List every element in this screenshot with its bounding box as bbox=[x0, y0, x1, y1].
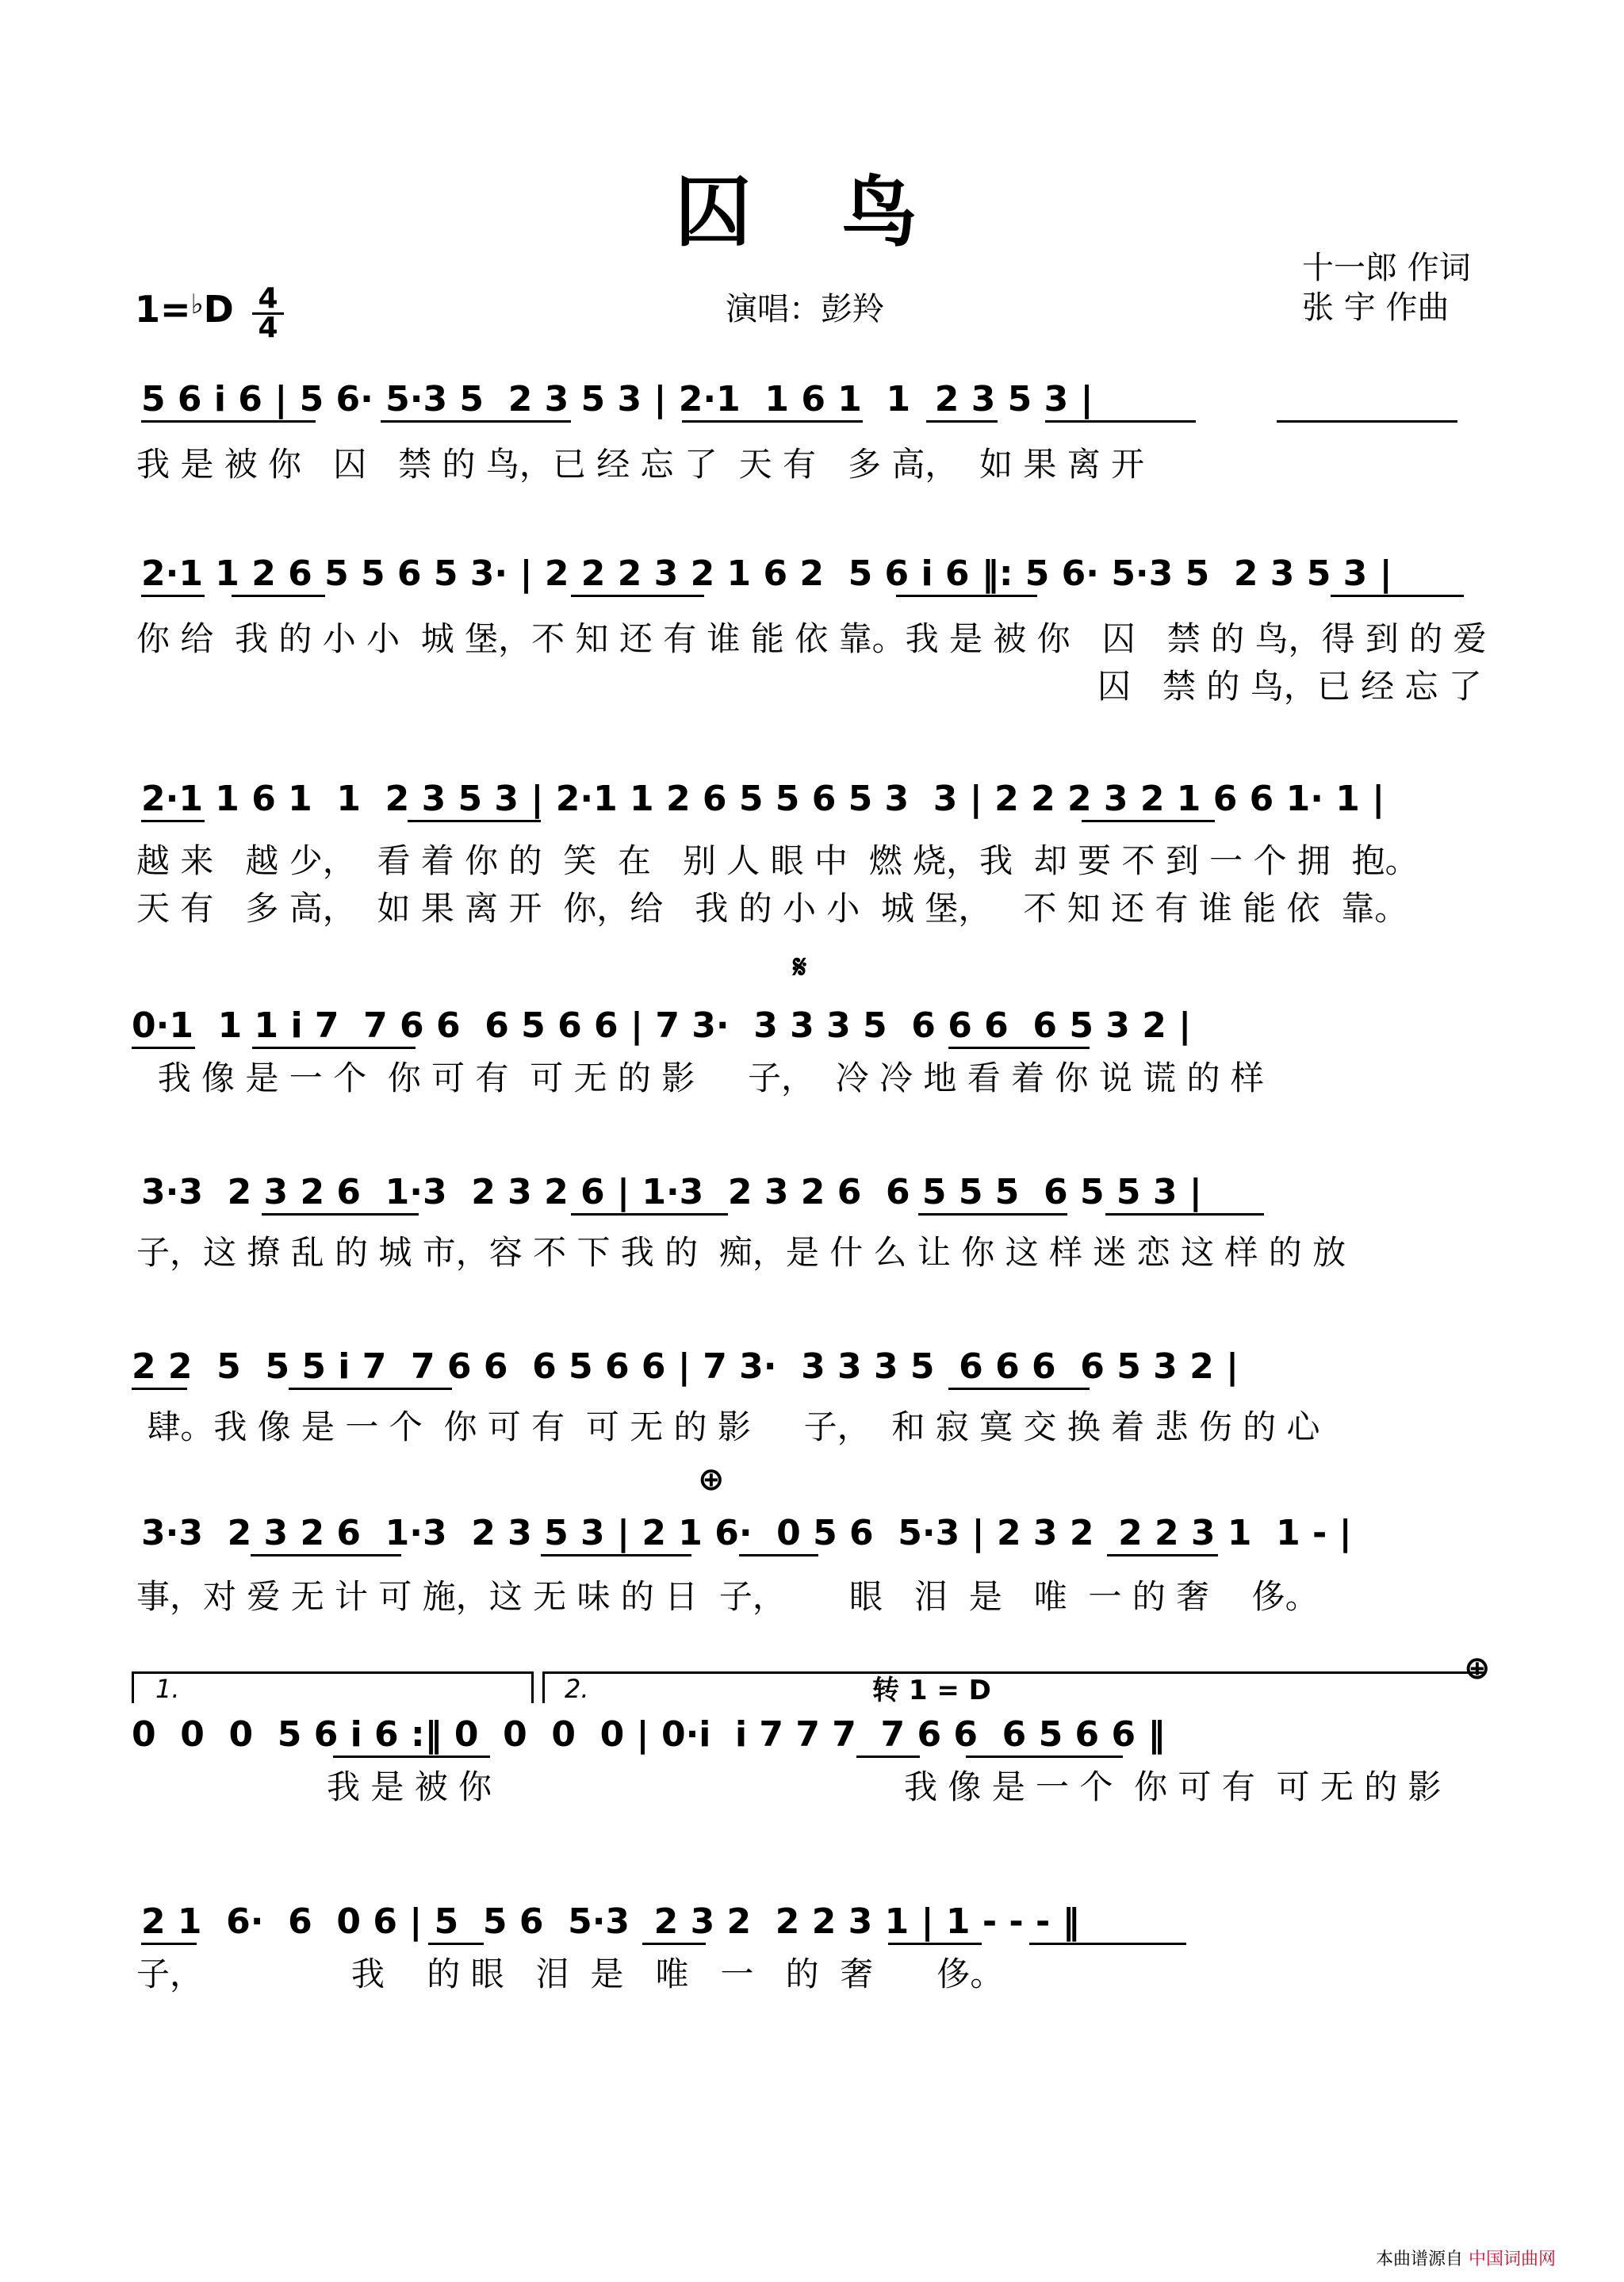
underline bbox=[682, 420, 863, 423]
underline bbox=[948, 1047, 1090, 1049]
score-row-3-lyrics: 越 来 越 少， 看 着 你 的 笑 在 别 人 眼 中 燃 烧，我 却 要 不 到 一 个 拥 抱。 bbox=[136, 841, 1419, 880]
key-note: D bbox=[203, 288, 234, 331]
score-row-8-lyrics-second-ending: 我 像 是 一 个 你 可 有 可 无 的 影 bbox=[904, 1767, 1442, 1806]
score-row-9-lyrics: 子， 我 的 眼 泪 是 唯 一 的 奢 侈。 bbox=[136, 1955, 1004, 1993]
underline bbox=[1045, 420, 1196, 423]
score-row-8-notes: 0 0 0 5 6 i 6 :‖ 0 0 0 0 | 0·i i 7 7 7 7 6 6 6 5 6 6 ‖ bbox=[132, 1714, 1166, 1755]
score-row-1-lyrics: 我 是 被 你 囚 禁 的 鸟，已 经 忘 了 天 有 多 高， 如 果 离 开 bbox=[136, 445, 1145, 484]
source-prefix: 本曲谱源自 bbox=[1375, 2249, 1463, 2269]
score-row-4-notes: 0·1 1 1 i 7 7 6 6 6 5 6 6 | 7 3· 3 3 3 5 6 6 6 6 5 3 2 | bbox=[132, 1005, 1192, 1046]
underline bbox=[132, 1047, 195, 1049]
score-row-8-lyrics-first-ending: 我 是 被 你 bbox=[327, 1767, 492, 1806]
score-row-7-notes: 3·3 2 3 2 6 1·3 2 3 5 3 | 2 1 6· 0 5 6 5·3 | 2 3 2 2 2 3 1 1 - | bbox=[141, 1513, 1352, 1553]
volta-bracket-2 bbox=[542, 1671, 1486, 1674]
underline bbox=[251, 1554, 401, 1556]
score-row-6-lyrics: 肆。我 像 是 一 个 你 可 有 可 无 的 影 子， 和 寂 寞 交 换 着 悲 伤 的 心 bbox=[136, 1407, 1320, 1446]
underline bbox=[1105, 1213, 1264, 1216]
underline bbox=[948, 1388, 1090, 1390]
volta-bracket-1-start bbox=[132, 1671, 134, 1703]
singer-credit: 演唱：彭羚 bbox=[726, 291, 884, 327]
underline bbox=[333, 1756, 490, 1758]
key-change-label: 转 1 = D bbox=[872, 1675, 991, 1706]
underline bbox=[1331, 595, 1464, 597]
volta-bracket-1-end bbox=[531, 1671, 534, 1703]
underline bbox=[232, 595, 325, 597]
underline bbox=[896, 595, 1037, 597]
score-row-2-lyrics: 你 给 我 的 小 小 城 堡，不 知 还 有 谁 能 依 靠。我 是 被 你 囚 禁 的 鸟，得 到 的 爱 bbox=[136, 619, 1487, 658]
underline bbox=[428, 1943, 484, 1945]
underline bbox=[571, 595, 704, 597]
underline bbox=[1029, 1943, 1186, 1945]
underline bbox=[408, 820, 541, 822]
underline bbox=[1082, 820, 1215, 822]
key-signature bbox=[135, 285, 234, 333]
source-site: 中国词曲网 bbox=[1468, 2249, 1556, 2269]
volta-bracket-2-start bbox=[542, 1671, 545, 1703]
underline bbox=[141, 1943, 197, 1945]
underline bbox=[289, 1388, 452, 1390]
volta-bracket-1 bbox=[132, 1671, 531, 1674]
time-signature-bottom: 4 bbox=[258, 312, 278, 344]
segno-sign: 𝄋 bbox=[793, 949, 807, 986]
song-title: 囚 鸟 bbox=[675, 167, 949, 257]
score-row-3-notes: 2·1 1 6 1 1 2 3 5 3 | 2·1 1 2 6 5 5 6 5 3 3 | 2 2 2 3 2 1 6 6 1· 1 | bbox=[141, 779, 1385, 819]
coda-sign-2: ⊕ bbox=[1464, 1650, 1491, 1687]
score-row-5-lyrics: 子，这 撩 乱 的 城 市，容 不 下 我 的 痴，是 什 么 让 你 这 样 迷 恋 这 样 的 放 bbox=[136, 1233, 1346, 1272]
time-signature-top: 4 bbox=[252, 285, 284, 315]
underline bbox=[966, 1756, 1123, 1758]
underline bbox=[1277, 420, 1457, 423]
score-row-1-notes: 5 6 i 6 | 5 6· 5·3 5 2 3 5 3 | 2·1 1 6 1 1 2 3 5 3 | bbox=[141, 379, 1094, 419]
score-row-4-lyrics: 我 像 是 一 个 你 可 有 可 无 的 影 子， 冷 冷 地 看 着 你 说 谎 的 样 bbox=[136, 1059, 1264, 1097]
underline bbox=[381, 420, 571, 423]
first-ending-label: 1. bbox=[155, 1674, 180, 1704]
score-row-2-notes: 2·1 1 2 6 5 5 6 5 3· | 2 2 2 3 2 1 6 2 5 6 i 6 ‖: 5 6· 5·3 5 2 3 5 3 | bbox=[141, 553, 1392, 594]
underline bbox=[541, 1554, 691, 1556]
underline bbox=[262, 1213, 419, 1216]
second-ending-label: 2. bbox=[565, 1674, 589, 1704]
underline bbox=[856, 1756, 920, 1758]
score-row-6-notes: 2 2 5 5 5 i 7 7 6 6 6 5 6 6 | 7 3· 3 3 3 5 6 6 6 6 5 3 2 | bbox=[132, 1346, 1239, 1387]
underline bbox=[888, 1943, 982, 1945]
underline bbox=[141, 420, 316, 423]
time-signature bbox=[252, 282, 284, 344]
underline bbox=[926, 420, 998, 423]
underline bbox=[571, 1213, 728, 1216]
underline bbox=[252, 1047, 416, 1049]
lyricist-credit: 十一郎 作词 bbox=[1302, 250, 1471, 286]
composer-credit: 张 宇 作曲 bbox=[1302, 289, 1450, 326]
underline bbox=[141, 820, 205, 822]
score-row-2-lyrics-verse-2: 囚 禁 的 鸟，已 经 忘 了 bbox=[1097, 667, 1482, 706]
flat-symbol: ♭ bbox=[190, 289, 204, 320]
key-prefix: 1= bbox=[135, 288, 191, 331]
underline bbox=[642, 1943, 706, 1945]
underline bbox=[1107, 1554, 1218, 1556]
coda-sign: ⊕ bbox=[698, 1461, 725, 1498]
underline bbox=[132, 1388, 187, 1390]
score-row-9-notes: 2 1 6· 6 0 6 | 5 5 6 5·3 2 3 2 2 2 3 1 | 1 - - - ‖ bbox=[141, 1901, 1080, 1942]
underline bbox=[918, 1213, 1067, 1216]
underline bbox=[141, 595, 205, 597]
underline bbox=[739, 1554, 818, 1556]
score-row-5-notes: 3·3 2 3 2 6 1·3 2 3 2 6 | 1·3 2 3 2 6 6 5 5 5 6 5 5 3 | bbox=[141, 1172, 1202, 1212]
score-row-7-lyrics: 事，对 爱 无 计 可 施，这 无 味 的 日 子， 眼 泪 是 唯 一 的 奢 侈。 bbox=[136, 1577, 1319, 1616]
source-credit bbox=[1376, 2249, 1556, 2271]
score-row-3-lyrics-verse-2: 天 有 多 高， 如 果 离 开 你，给 我 的 小 小 城 堡， 不 知 还 有 谁 能 依 靠。 bbox=[136, 889, 1408, 928]
